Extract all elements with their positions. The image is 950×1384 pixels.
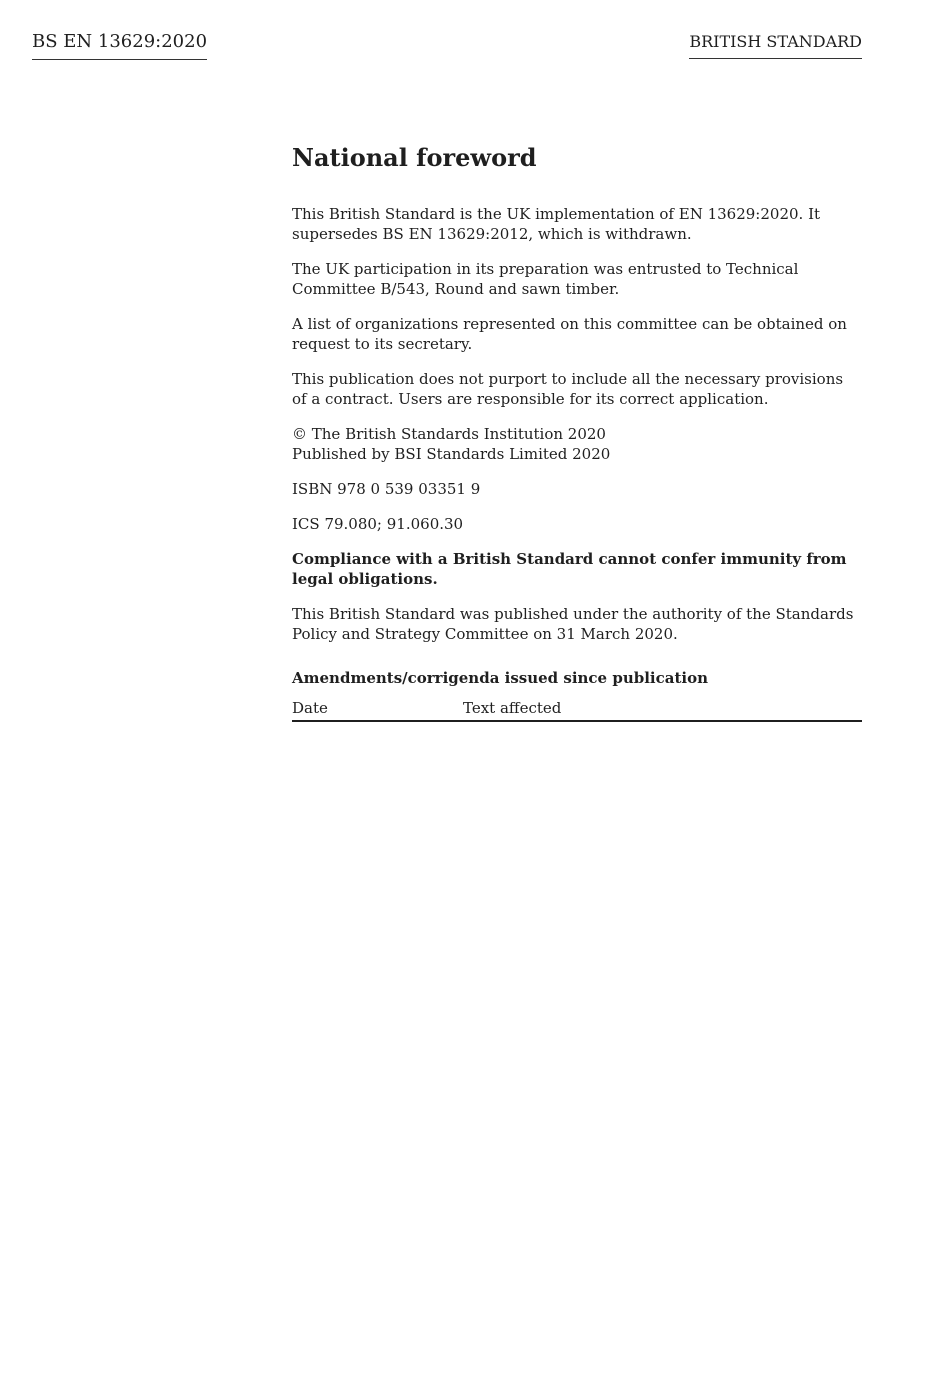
main-content xyxy=(292,142,862,722)
isbn-line: ISBN 978 0 539 03351 9 xyxy=(292,480,481,498)
provisions-paragraph: This publication does not purport to include all the necessary provisions of a contract. Users are responsible for its correct application. xyxy=(292,370,844,408)
organizations-paragraph: A list of organizations represented on this committee can be obtained on request to its secretary. xyxy=(292,315,847,353)
page-title: National foreword xyxy=(292,143,537,172)
committee-paragraph: The UK participation in its preparation was entrusted to Technical Committee B/543, Round and sawn timber. xyxy=(292,260,799,298)
amendments-table xyxy=(292,698,862,722)
document-id: BS EN 13629:2020 xyxy=(32,31,207,60)
implementation-paragraph: This British Standard is the UK implementation of EN 13629:2020. It supersedes BS EN 13629:2012, which is withdrawn. xyxy=(292,205,821,243)
copyright-line: © The British Standards Institution 2020 xyxy=(292,425,606,443)
text-affected-column-header: Text affected xyxy=(463,699,562,717)
authority-paragraph: This British Standard was published under the authority of the Standards Policy and Strategy Committee on 31 March 2020. xyxy=(292,605,854,643)
copyright-block xyxy=(292,424,862,464)
ics-line: ICS 79.080; 91.060.30 xyxy=(292,515,464,533)
publisher-line: Published by BSI Standards Limited 2020 xyxy=(292,445,611,463)
compliance-notice: Compliance with a British Standard cannot confer immunity from legal obligations. xyxy=(292,550,847,588)
series-label: BRITISH STANDARD xyxy=(689,32,862,59)
amendments-heading: Amendments/corrigenda issued since publication xyxy=(292,669,708,687)
date-column-header: Date xyxy=(292,699,328,717)
